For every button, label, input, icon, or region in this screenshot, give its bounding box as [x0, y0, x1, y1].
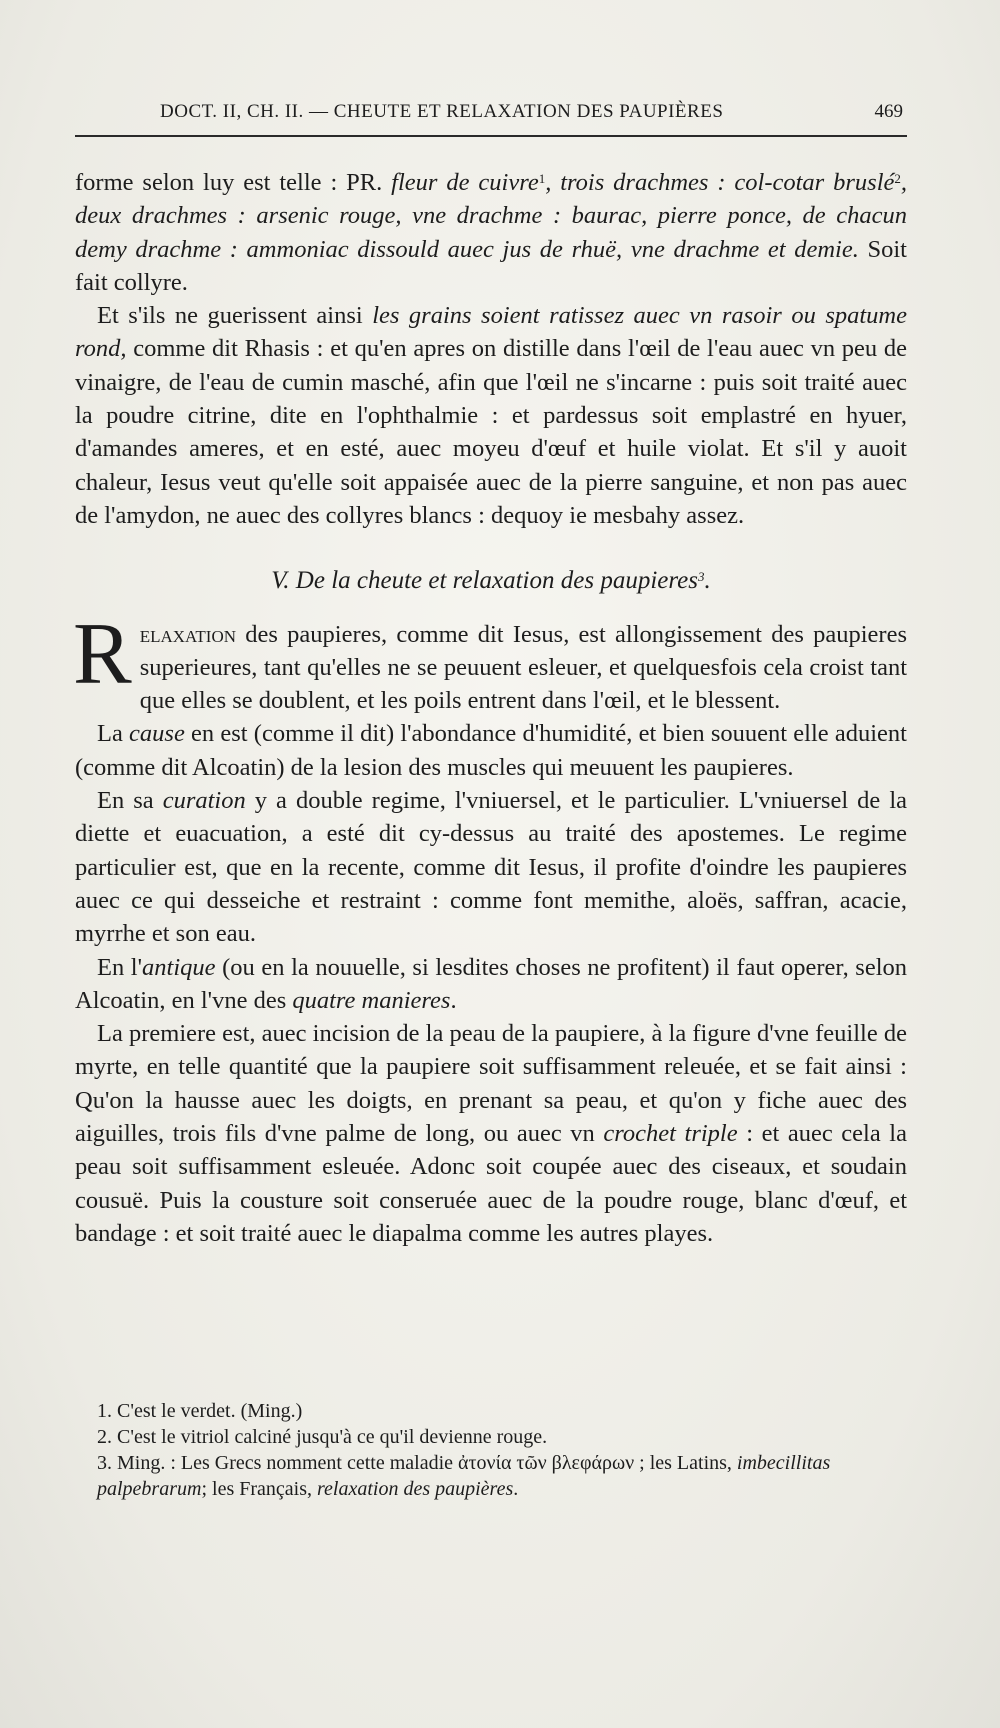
p4-italic: cause	[129, 720, 185, 748]
small-caps-word: elaxation	[139, 620, 237, 648]
p7-text: La premiere est, auec incision de la peau de la paupiere, à la figure d'vne feuille de myrte, en telle quantité que la paupiere soit suffisamment releuée, et se fait ainsi : Qu'on la hausse auec les doigts, en prenant sa peau, et qu'on y fiche auec des aiguilles, trois fils d'vne palme de long, ou auec vn	[75, 1020, 907, 1148]
footnote-3-italic: imbecillitas palpebrarum	[97, 1452, 831, 1500]
p3-text: des paupieres, comme dit Iesus, est allongissement des paupieres superieures, tant qu'elles ne se peuuent esleuer, et quelquesfois cela croist tant que elles se doublent, et les poils entrent dans l'œil, et le blessent.	[139, 620, 907, 715]
paragraph	[75, 784, 907, 950]
footnotes	[75, 1398, 907, 1502]
footnote-3-italic: relaxation des paupières	[316, 1478, 514, 1500]
body-text	[75, 166, 907, 1250]
paragraph-dropcap	[73, 605, 907, 718]
footnote-ref-3[interactable]: 3	[698, 569, 705, 585]
footnote-1: 1. C'est le verdet. (Ming.)	[97, 1400, 303, 1422]
p1-italic: , deux drachmes : arsenic rouge, vne drachme : baurac, pierre ponce, de chacun demy drachme : ammoniac dissould auec jus de rhuë, vne drachme et demie.	[75, 169, 907, 263]
section-title-text: V. De la cheute et relaxation des paupieres	[271, 567, 698, 595]
page-number: 469	[874, 101, 903, 122]
footnote-2: 2. C'est le vitriol calciné jusqu'à ce qu'il devienne rouge.	[97, 1426, 548, 1448]
p1-text: forme selon luy est telle : PR.	[75, 169, 392, 196]
p7-italic: crochet triple	[603, 1120, 738, 1148]
footnote-3-text: ; les Français,	[201, 1478, 317, 1500]
footnote-3-text: 3. Ming. : Les Grecs nomment cette maladie ἀτονία τῶν βλεφάρων ; les Latins,	[97, 1452, 737, 1474]
p6-italic: antique	[142, 953, 216, 981]
footnote-ref-2[interactable]: 2	[894, 171, 901, 186]
running-head	[75, 95, 907, 137]
p5-italic: curation	[162, 787, 246, 815]
footnote-3	[75, 1450, 907, 1502]
paragraph	[75, 299, 907, 532]
paragraph	[75, 951, 907, 1018]
drop-capital: R	[73, 605, 132, 703]
p2-text: comme dit Rhasis : et qu'en apres on distille dans l'œil de l'eau auec vn peu de vinaigre, de l'eau de cumin masché, afin que l'œil ne s'incarne : puis soit traité auec la poudre citrine, dite en l'ophthalmie : et pardessus soit emplastré en hyuer, d'amandes ameres, et en esté, auec moyeu d'œuf et huile violat. Et s'il y auoit chaleur, Iesus veut qu'elle soit appaisée auec de la pierre sanguine, et non pas auec de l'amydon, ne auec des collyres blancs : dequoy ie mesbahy assez.	[75, 335, 907, 529]
p1-italic: , trois drachmes : col-cotar bruslé	[545, 169, 895, 196]
p7-text: : et auec cela la peau soit suffisamment esleuée. Adonc soit coupée auec des ciseaux, et soudain cousuë. Puis la cousture soit conseruée auec de la poudre rouge, blanc d'œuf, et bandage : et soit traité auec le diapalma comme les autres playes.	[75, 1120, 907, 1247]
footnote-3-text: .	[513, 1478, 519, 1500]
p2-italic: les grains soient ratissez auec vn rasoir ou spatume rond,	[75, 302, 907, 363]
paragraph	[75, 1017, 907, 1250]
p1-italic: fleur de cuivre	[391, 169, 539, 196]
p4-text: La	[97, 720, 130, 748]
running-title: DOCT. II, CH. II. — CHEUTE ET RELAXATION DES PAUPIÈRES	[160, 101, 724, 122]
paragraph-continuation	[75, 166, 907, 299]
p6-italic: quatre manieres	[292, 986, 451, 1014]
p6-text: (ou en la nouuelle, si lesdites choses ne profitent) il faut operer, selon Alcoatin, en l'vne des	[75, 953, 908, 1014]
section-heading	[75, 564, 907, 597]
paragraph	[75, 717, 907, 784]
p6-text: .	[450, 986, 457, 1014]
p1-text: Soit fait collyre.	[75, 235, 907, 296]
p4-text: en est (comme il dit) l'abondance d'humidité, et bien souuent elle aduient (comme dit Alcoatin) de la lesion des muscles qui meuuent les paupieres.	[75, 720, 907, 781]
p2-text: Et s'ils ne guerissent ainsi	[97, 302, 373, 330]
p5-text: En sa	[97, 787, 163, 815]
section-title-punct: .	[704, 567, 711, 595]
p6-text: En l'	[97, 953, 143, 981]
footnote-ref-1[interactable]: 1	[538, 171, 546, 186]
p5-text: y a double regime, l'vniuersel, et le particulier. L'vniuersel de la diette et euacuation, a esté dit cy-dessus au traité des apostemes. Le regime particulier est, que en la recente, comme dit Iesus, il profite d'oindre les paupieres auec ce qui desseiche et restraint : comme font memithe, aloës, saffran, acacie, myrrhe et son eau.	[75, 787, 908, 948]
